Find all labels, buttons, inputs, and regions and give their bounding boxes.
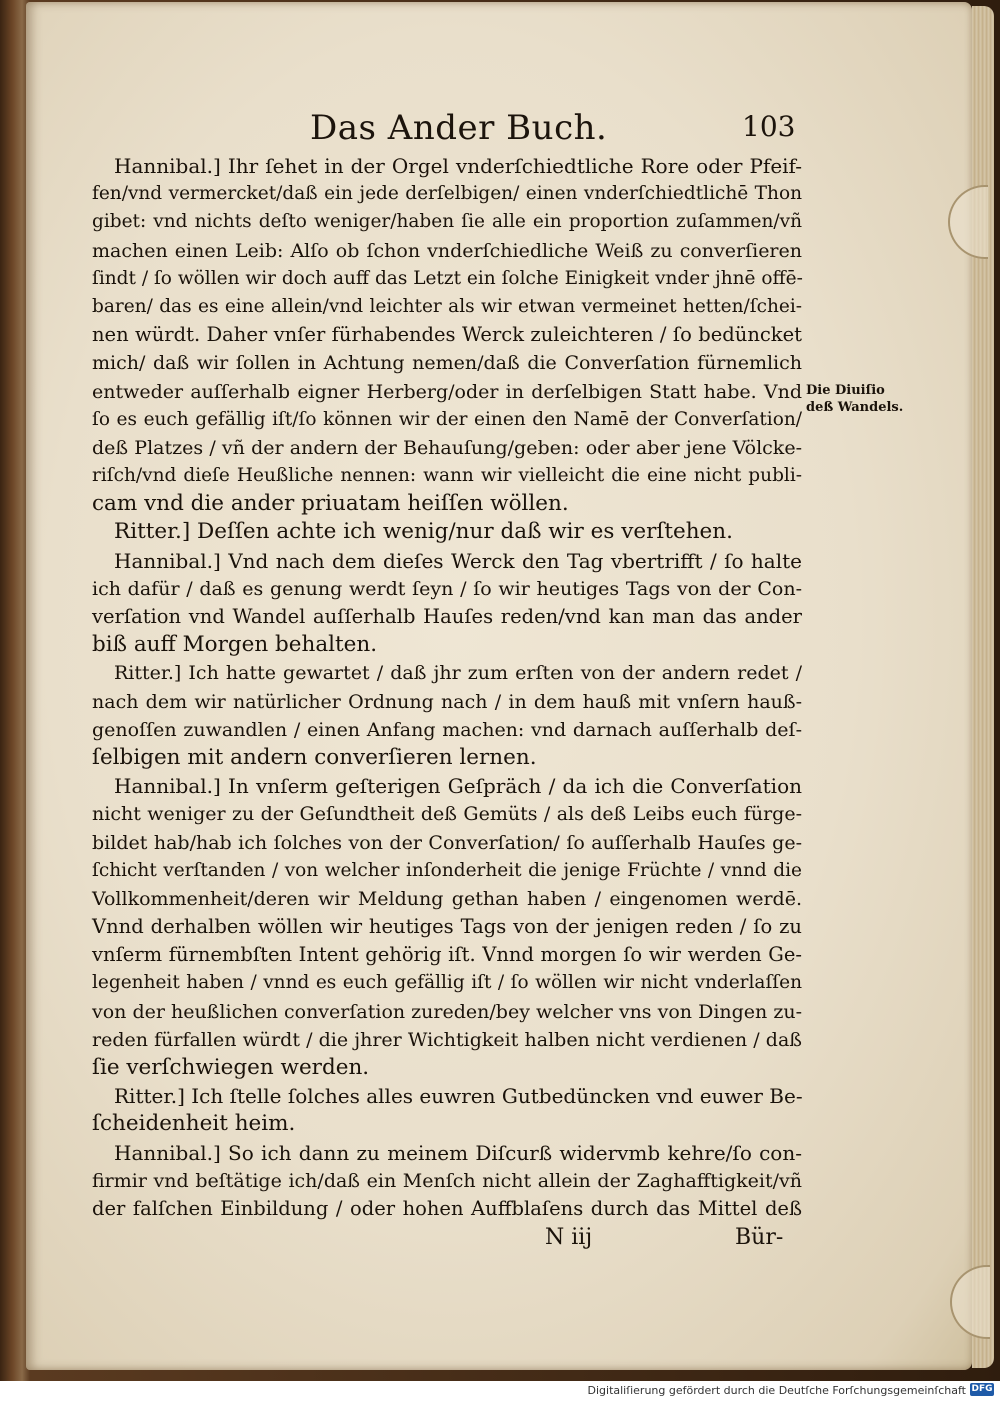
text-line: riſch/vnd dieſe Heußliche nennen: wann wir vielleicht die eine nicht publi- (92, 465, 802, 487)
body-text (92, 152, 802, 1223)
marginal-note (806, 382, 916, 416)
text-line: Hannibal.] Vnd nach dem dieſes Werck den Tag vbertrifft / ſo halte (114, 548, 802, 573)
running-head: Das Ander Buch. (310, 108, 608, 148)
text-line: Hannibal.] So ich dann zu meinem Diſcurß widervmb kehre/ſo con- (114, 1140, 802, 1165)
text-line: ſcheidenheit heim. (92, 1111, 296, 1137)
text-line: vnſerm fürnembſten Intent gehörig iſt. Vnnd morgen ſo wir werden Ge- (92, 943, 802, 967)
text-line: bildet hab/hab ich ſolches von der Converſation/ ſo auſſerhalb Hauſes ge- (92, 831, 802, 854)
text-line: mich/ daß wir ſollen in Achtung nemen/daß die Converſation fürnemlich (92, 352, 802, 375)
signature-mark: N iij (545, 1225, 593, 1250)
text-line: nicht weniger zu der Geſundtheit deß Gemüts / als deß Leibs euch fürge- (92, 803, 802, 826)
text-line: ſchicht verſtanden / von welcher inſonderheit die jenige Früchte / vnnd die (92, 859, 802, 881)
text-line: ſie verſchwiegen werden. (92, 1055, 370, 1080)
text-line: nach dem wir natürlicher Ordnung nach / in dem hauß mit vnſern hauß- (92, 690, 802, 713)
text-line: genoſſen zuwandlen / einen Anfang machen: vnd darnach auſſerhalb deſ- (92, 718, 802, 741)
dfg-logo-icon: DFG (971, 1384, 993, 1394)
text-line: reden fürfallen würdt / die jhrer Wichtigkeit halben nicht verdienen / daß (92, 1028, 802, 1051)
text-line: ſelbigen mit andern converſieren lernen. (92, 744, 537, 770)
page-number: 103 (742, 110, 796, 143)
text-line: ſindt / ſo wöllen wir doch auff das Letzt ein ſolche Einigkeit vnder jhnē offē- (92, 267, 803, 289)
text-line: der falſchen Einbildung / oder hohen Auffblaſens durch das Mittel deß (92, 1196, 802, 1220)
text-line: machen einen Leib: Alſo ob ſchon vnderſchiedliche Weiß zu converſieren (92, 239, 802, 262)
text-line: Ritter.] Ich hatte gewartet / daß jhr zum erſten von der andern redet / (114, 662, 802, 685)
text-line: Hannibal.] Ihr ſehet in der Orgel vnderſchiedtliche Rore oder Pfeif- (114, 154, 802, 178)
text-line: gibet: vnd nichts deſto weniger/haben ſie alle ein proportion zuſammen/vñ (92, 211, 802, 233)
text-line: firmir vnd beſtätige ich/daß ein Menſch nicht allein der Zaghafftigkeit/vñ (92, 1169, 802, 1192)
text-line: fen/vnd vermercket/daß ein jede derſelbigen/ einen vnderſchiedtlichē Thon (92, 183, 802, 205)
catchword: Bür- (735, 1225, 784, 1250)
dfg-credit-text: Digitaliſierung gefördert durch die Deutſche Forſchungsgemeinſchaft (587, 1384, 966, 1397)
text-line: Ritter.] Ich ſtelle ſolches alles euwren Gutbedüncken vnd euwer Be- (114, 1084, 803, 1109)
text-line: Vnnd derhalben wöllen wir heutiges Tags von der jenigen reden / ſo zu (92, 915, 802, 939)
text-line: Hannibal.] In vnſerm geſterigen Geſpräch / da ich die Converſation (114, 774, 802, 799)
text-line: deß Platzes / vñ der andern der Behauſung/geben: oder aber jene Völcke- (92, 436, 802, 459)
marginal-note-line: deß Wandels. (806, 400, 904, 415)
text-line: biß auff Morgen behalten. (92, 632, 378, 658)
text-line: von der heußlichen converſation zureden/bey welcher vns von Dingen zu- (92, 1000, 802, 1023)
text-line: Ritter.] Deſſen achte ich wenig/nur daß wir es verſtehen. (114, 519, 733, 545)
text-line: ſo es euch gefällig iſt/ſo können wir der einen den Namē der Converſation/ (92, 408, 802, 430)
text-line: baren/ das es eine allein/vnd leichter als wir etwan vermeinet hetten/ſchei- (92, 295, 802, 317)
text-line: Vollkommenheit/deren wir Meldung gethan haben / eingenomen werdē. (92, 887, 802, 910)
text-line: nen würdt. Daher vnſer fürhabendes Werck zuleichteren / ſo bedüncket (92, 323, 802, 347)
text-line: cam vnd die ander priuatam heiſſen wöllen. (92, 491, 569, 517)
marginal-note-line: Die Diuiſio (806, 383, 885, 398)
text-line: verſation vnd Wandel auſſerhalb Hauſes reden/vnd kan man das ander (92, 605, 802, 628)
text-line: entweder auſſerhalb eigner Herberg/oder in derſelbigen Statt habe. Vnd (92, 380, 802, 403)
text-line: legenheit haben / vnnd es euch gefällig iſt / ſo wöllen wir nicht vnderlaſſen (92, 972, 802, 994)
text-line: ich dafür / daß es genung werdt ſeyn / ſo wir heutiges Tags von der Con- (92, 577, 802, 600)
